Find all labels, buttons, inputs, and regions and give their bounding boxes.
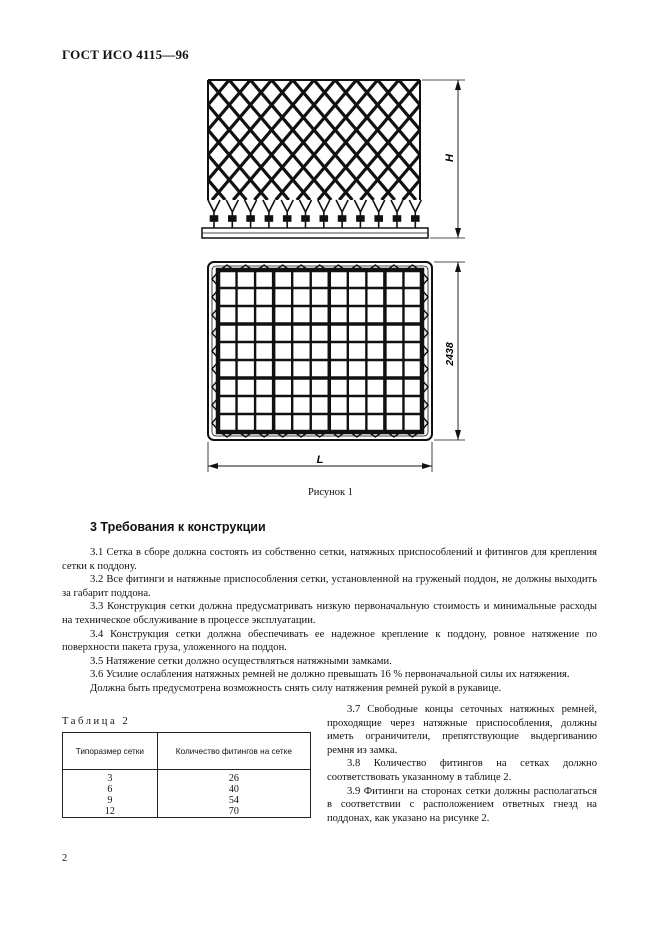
net-strand xyxy=(420,80,480,200)
strap-line xyxy=(318,200,324,212)
net-strand xyxy=(190,80,204,200)
net-strand xyxy=(335,80,437,200)
right-column-text xyxy=(327,703,597,825)
strap-line xyxy=(251,200,257,212)
net-strand xyxy=(208,80,310,200)
paragraph-3-5: 3.5 Натяжение сетки должно осуществляться натяжными замками. xyxy=(90,655,392,667)
net-strand xyxy=(276,80,378,200)
buckle xyxy=(339,216,346,221)
strap-line xyxy=(397,200,403,212)
section-body xyxy=(62,546,597,696)
net-strand xyxy=(462,80,480,200)
paragraph-3-9: 3.9 Фитинги на сторонах сетки должны располагаться в соответствии с расположением ответных гнезд на поддонах, как указано на рисунке 2. xyxy=(327,785,597,824)
strap-line xyxy=(281,200,287,212)
strap-line xyxy=(232,200,238,212)
strap-line xyxy=(263,200,269,212)
paragraph-3-6: 3.6 Усилие ослабления натяжных ремней не должно превышать 16 % первоначальной силы их натяжения. xyxy=(90,669,570,681)
net-strand xyxy=(297,80,399,200)
buckle xyxy=(394,216,401,221)
table-row xyxy=(63,795,311,806)
net-strand xyxy=(441,80,480,200)
figure-caption: Рисунок 1 xyxy=(307,487,354,498)
dimension-h-label: H xyxy=(444,154,456,162)
buckle xyxy=(229,216,236,221)
net-strand xyxy=(293,80,395,200)
page-header: ГОСТ ИСО 4115—96 xyxy=(62,47,189,62)
strap-line xyxy=(373,200,379,212)
table-header-fittings: Количество фитингов на сетке xyxy=(157,733,310,770)
table-cell: 3 xyxy=(63,770,158,785)
net-side-view xyxy=(190,80,480,238)
buckle xyxy=(211,216,218,221)
net-strand xyxy=(254,80,356,200)
net-strand xyxy=(445,80,480,200)
table-cell: 40 xyxy=(157,784,310,795)
strap-line xyxy=(324,200,330,212)
strap-line xyxy=(409,200,415,212)
table-cell: 12 xyxy=(63,806,158,818)
table-row xyxy=(63,770,311,785)
paragraph-3-3: 3.3 Конструкция сетки должна предусматривать низкую первоначальную стоимость и минимальные расходы на техническое обслуживание в процессе эксплуатации. xyxy=(62,601,597,626)
net-strand xyxy=(190,80,208,200)
table-row xyxy=(63,784,311,795)
table-cell: 26 xyxy=(157,770,310,785)
strap-line xyxy=(214,200,220,212)
net-strand xyxy=(212,80,314,200)
net-strand xyxy=(339,80,441,200)
net-strand xyxy=(360,80,462,200)
strap-line xyxy=(360,200,366,212)
net-strand xyxy=(233,80,335,200)
buckle xyxy=(302,216,309,221)
net-strand xyxy=(466,80,480,200)
dimension-width-label: 2438 xyxy=(444,342,456,366)
net-strand xyxy=(424,80,480,200)
table-cell: 6 xyxy=(63,784,158,795)
buckle xyxy=(357,216,364,221)
strap-line xyxy=(336,200,342,212)
strap-line xyxy=(342,200,348,212)
strap-line xyxy=(208,200,214,212)
table-cell: 54 xyxy=(157,795,310,806)
buckle xyxy=(375,216,382,221)
paragraph-3-4: 3.4 Конструкция сетки должна обеспечивать ее надежное крепление к поддону, ровное натяжение по поверхности пакета груза, уложенного на поддон. xyxy=(62,628,597,654)
net-strand xyxy=(272,80,374,200)
buckle xyxy=(247,216,254,221)
buckle xyxy=(412,216,419,221)
section-title: 3 Требования к конструкции xyxy=(90,520,266,534)
buckle xyxy=(320,216,327,221)
net-strand xyxy=(356,80,458,200)
table-row xyxy=(63,806,311,818)
strap-line xyxy=(287,200,293,212)
strap-line xyxy=(226,200,232,212)
page-number: 2 xyxy=(62,853,68,864)
table-caption: Таблица 2 xyxy=(62,716,131,727)
strap-line xyxy=(245,200,251,212)
buckle xyxy=(284,216,291,221)
net-strand xyxy=(191,80,293,200)
strap-line xyxy=(306,200,312,212)
paragraph-glove-note: Должна быть предусмотрена возможность снять силу натяжения ремней рукой в рукавице. xyxy=(90,682,502,694)
table-header-size: Типоразмер сетки xyxy=(63,733,158,770)
paragraph-3-1: 3.1 Сетка в сборе должна состоять из собственно сетки, натяжных приспособлений и фитингов для крепления сетки к поддону. xyxy=(62,547,597,572)
net-strand xyxy=(382,80,480,200)
figure-1-net-drawing xyxy=(190,70,480,480)
net-top-view xyxy=(208,262,465,472)
net-strand xyxy=(190,80,289,200)
strap-line xyxy=(354,200,360,212)
net-strand xyxy=(250,80,352,200)
paragraph-3-8: 3.8 Количество фитингов на сетках должно соответствовать указанному в таблице 2. xyxy=(327,758,597,783)
fittings-table xyxy=(62,732,311,818)
net-strand xyxy=(378,80,480,200)
dimension-l-label: L xyxy=(316,454,324,466)
strap-line xyxy=(379,200,385,212)
strap-line xyxy=(415,200,421,212)
strap-line xyxy=(269,200,275,212)
net-strand xyxy=(318,80,420,200)
strap-line xyxy=(391,200,397,212)
paragraph-3-7: 3.7 Свободные концы сеточных натяжных ремней, проходящие через натяжные приспособления, должны иметь ограничители, препятствующие выдергиванию ремня из замка. xyxy=(327,704,597,756)
net-strand xyxy=(229,80,331,200)
net-strand xyxy=(314,80,416,200)
table-cell: 9 xyxy=(63,795,158,806)
strap-line xyxy=(300,200,306,212)
paragraph-3-2: 3.2 Все фитинги и натяжные приспособления сетки, установленной на груженый поддон, не должны выходить за габарит поддона. xyxy=(62,574,597,599)
buckle xyxy=(265,216,272,221)
table-cell: 70 xyxy=(157,806,310,818)
